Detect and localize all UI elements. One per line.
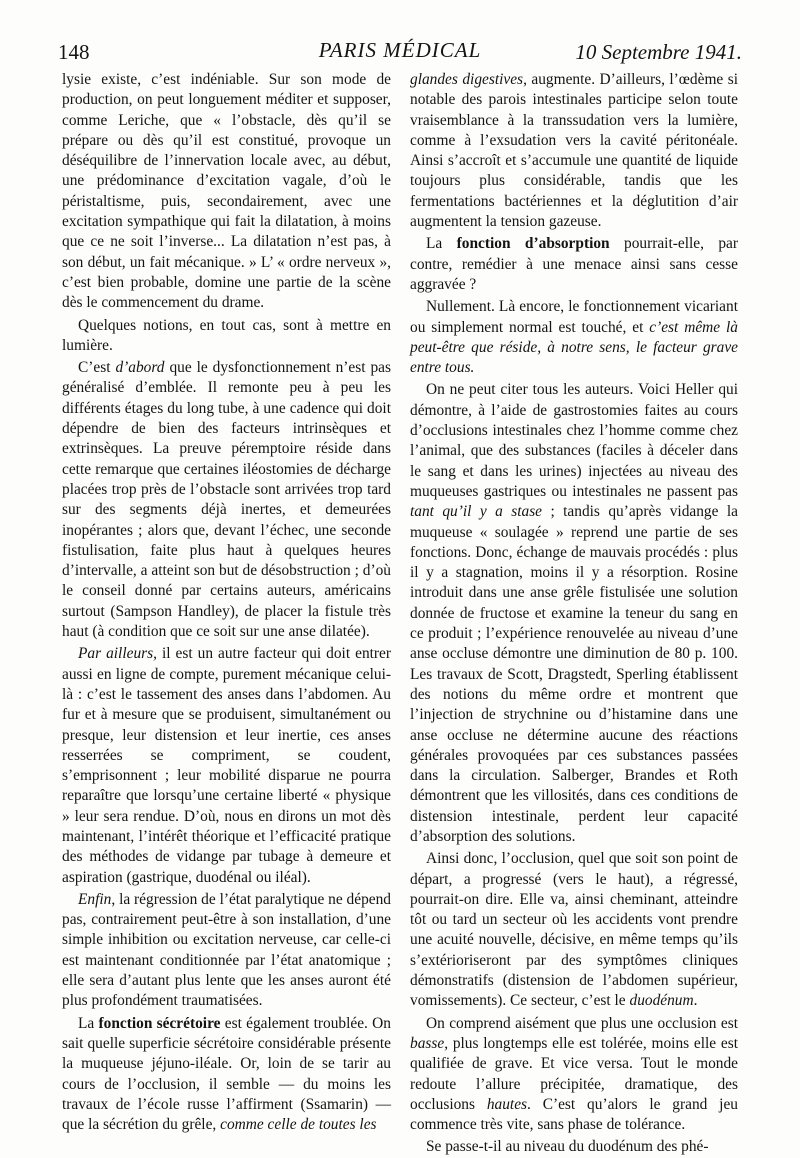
right-column [410, 70, 738, 1158]
running-header [58, 38, 742, 70]
paragraph: glandes digestives, augmente. D’ailleurs, l’œdème si notable des parois intestinales participe selon toute vraisemblance à la transsudation vers la lumière, comme à l’exsudation vers la cavité péritonéale. Ainsi s’accroît et s’accumule une quantité de liquide toujours plus considérable, tandis que les fermentations bactériennes et la déglutition d’air augmentent la tension gazeuse. [410, 71, 738, 231]
left-column [62, 70, 391, 1135]
paragraph: La fonction sécrétoire est également troublée. On sait quelle superficie sécrétoire considérable présente la muqueuse jéjuno-iléale. Or, loin de se tarir au cours de l’occlusion, il semble — du moins les travaux de l’école russe l’affirment (Ssamarin) — que la sécrétion du grêle, comme celle de toutes les [62, 1014, 391, 1134]
paragraph: Par ailleurs, il est un autre facteur qui doit entrer aussi en ligne de compte, purement mécanique celui-là : c’est le tassement des anses dans l’abdomen. Au fur et à mesure que se produisent, simultanément ou presque, leur distension et leur inertie, ces anses resserrées se compriment, se coudent, s’emprisonnent ; leur mobilité disparue ne pourra reparaître que lorsqu’une certaine liberté « physique » leur sera rendue. D’où, nous en dirons un mot dès maintenant, l’intérêt théorique et l’efficacité pratique des méthodes de vidange par tubage à demeure et aspiration (gastrique, duodénal ou iléal). [62, 645, 391, 886]
paragraph: Se passe-t-il au niveau du duodénum des phé- [426, 1138, 709, 1156]
page-number: 148 [58, 40, 90, 64]
paragraph: Quelques notions, en tout cas, sont à mettre en lumière. [62, 316, 391, 354]
paragraph: La fonction d’absorption pourrait-elle, par contre, remédier à une menace ainsi sans cesse aggravée ? [410, 235, 738, 293]
paragraph: On ne peut citer tous les auteurs. Voici Heller qui démontre, à l’aide de gastrostomies faites au cours d’occlusions intestinales chez l’homme comme chez l’animal, que des substances (faciles à déceler dans le sang et dans les urines) injectées au niveau des muqueuses gastriques ou intestinales ne passent pas tant qu’il y a stase ; tandis qu’après vidange la muqueuse « soulagée » reprend une partie de ses fonctions. Donc, échange de mauvais procédés : plus il y a stagnation, moins il y a résorption. Rosine introduit dans une anse grêle fistulisée une solution donnée de fructose et examine la teneur du sang en ce produit ; l’expérience renouvelée au niveau d’une anse occluse démontre une diminution de 80 p. 100. Les travaux de Scott, Dragstedt, Sperling établissent des notions du même ordre et montrent que l’injection de strychnine ou d’histamine dans une anse occluse ne détermine aucune des réactions générales provoquées par ces substances passées dans la circulation. Salberger, Brandes et Roth démontrent que les villosités, dans ces conditions de distension intestinale, perdent leur capacité d’absorption des solutions. [410, 381, 738, 845]
paragraph: On comprend aisément que plus une occlusion est basse, plus longtemps elle est tolérée, moins elle est qualifiée de grave. Et vice versa. Tout le monde redoute l’allure précipitée, dramatique, des occlusions hautes. C’est qu’alors le grand jeu commence très vite, sans phase de tolérance. [410, 1014, 738, 1134]
journal-title: PARIS MÉDICAL [318, 38, 482, 62]
paragraph: C’est d’abord que le dysfonctionnement n’est pas généralisé d’emblée. Il remonte peu à peu les différents étages du long tube, à une cadence qui doit dépendre de bien des facteurs intrinsèques et extrinsèques. La preuve péremptoire réside dans cette remarque que certaines iléostomies de décharge placées trop près de l’obstacle sont arrivées trop tard sur des segments déjà inertes, et demeurées inopérantes ; alors que, devant l’échec, une seconde fistulisation, faite plus haut à quelques heures d’intervalle, a atteint son but de désobstruction ; d’où le conseil donné par certains auteurs, américains surtout (Sampson Handley), de placer la fistule très haut (à condition que ce soit sur une anse dilatée). [62, 359, 391, 641]
paragraph: lysie existe, c’est indéniable. Sur son mode de production, on peut longuement méditer et supposer, comme Leriche, que « l’obstacle, dès qu’il se prépare ou dès qu’il est constitué, provoque un déséquilibre de l’innervation locale avec, au début, une prédominance d’excitation vagale, d’où le péristaltisme, puis, secondairement, avec une excitation sympathique qui fait la dilatation, à moins que ce ne soit l’inverse... La dilatation n’est pas, à son début, un fait mécanique. » L’ « ordre nerveux », c’est bien probable, domine une partie de la scène dès le commencement du drame. [62, 71, 391, 312]
paragraph: Ainsi donc, l’occlusion, quel que soit son point de départ, a progressé (vers le haut), a régressé, pourrait-on dire. Elle va, ainsi cheminant, atteindre tôt ou tard un secteur où les accidents vont prendre une acuité nouvelle, décisive, en même temps qu’ils s’extérioriseront par des symptômes cliniques démonstratifs (distension de l’abdomen supérieur, vomissements). Ce secteur, c’est le duodénum. [410, 850, 738, 1010]
paragraph: Nullement. Là encore, le fonctionnement vicariant ou simplement normal est touché, et c’est même là peut-être que réside, à notre sens, le facteur grave entre tous. [410, 298, 738, 377]
paragraph: Enfin, la régression de l’état paralytique ne dépend pas, contrairement peut-être à son installation, d’une simple inhibition ou excitation nerveuse, car celle-ci est maintenant conditionnée par l’état anatomique ; elle sera d’autant plus lente que les anses auront été plus profondément traumatisées. [62, 890, 391, 1010]
issue-date: 10 Septembre 1941. [575, 40, 742, 64]
